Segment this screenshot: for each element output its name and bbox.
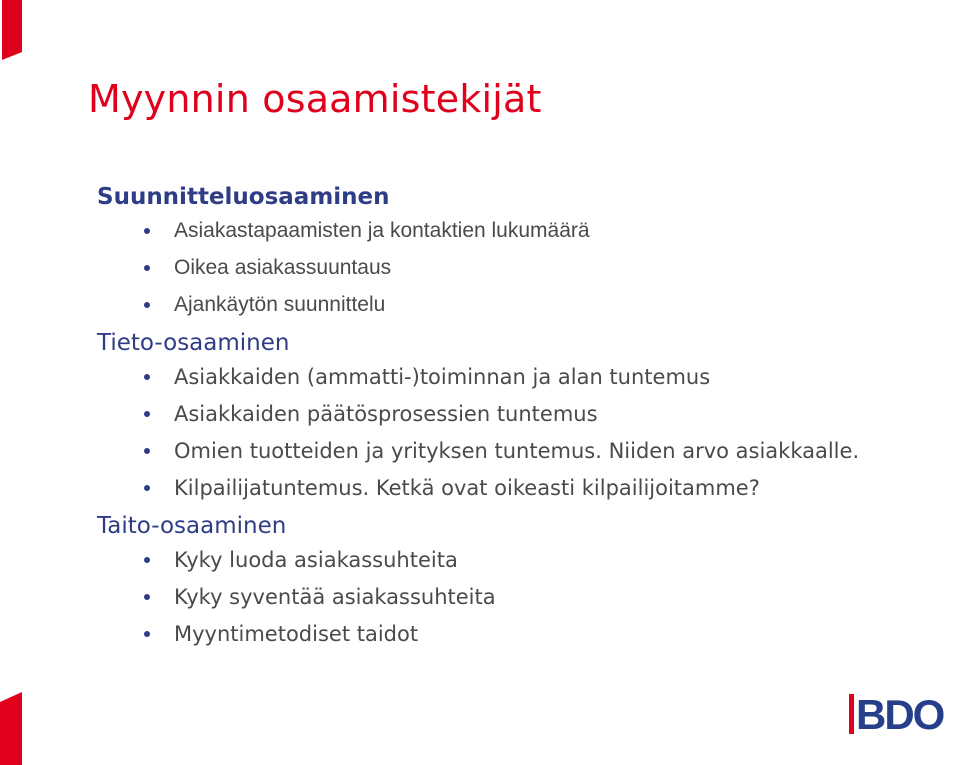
list-item (97, 364, 937, 390)
section-heading: Tieto-osaaminen (97, 330, 290, 356)
bullet-icon (144, 265, 150, 271)
list-item-text: Asiakkaiden (ammatti-)toiminnan ja alan tuntemus (174, 365, 711, 389)
list-item (97, 584, 937, 610)
list-item-text: Oikea asiakassuuntaus (174, 256, 392, 279)
bullet-icon (144, 228, 150, 234)
list-item-text: Kilpailijatuntemus. Ketkä ovat oikeasti kilpailijoitamme? (174, 476, 760, 500)
bullet-icon (144, 448, 150, 454)
list-item (97, 547, 937, 573)
corner-accent-bottom (0, 692, 22, 765)
list-item (97, 475, 937, 501)
list-item (97, 401, 937, 427)
list-item-text: Ajankäytön suunnittelu (174, 293, 386, 316)
logo-text: BDO (856, 691, 944, 738)
bullet-list (97, 547, 937, 647)
bullet-list (97, 364, 937, 501)
list-item-text: Asiakastapaamisten ja kontaktien lukumäärä (174, 219, 590, 242)
bullet-icon (144, 594, 150, 600)
section-planning (97, 183, 937, 318)
bullet-icon (144, 557, 150, 563)
section-heading: Taito-osaaminen (97, 513, 287, 539)
bullet-icon (144, 485, 150, 491)
bullet-icon (144, 411, 150, 417)
section-heading: Suunnitteluosaaminen (97, 184, 390, 210)
list-item-text: Myyntimetodiset taidot (174, 622, 419, 646)
list-item (97, 218, 937, 244)
list-item (97, 292, 937, 318)
list-item-text: Kyky syventää asiakassuhteita (174, 585, 496, 609)
bullet-icon (144, 631, 150, 637)
list-item (97, 621, 937, 647)
bullet-icon (144, 374, 150, 380)
section-knowledge (97, 329, 937, 501)
bullet-icon (144, 302, 150, 308)
list-item-text: Omien tuotteiden ja yrityksen tuntemus. Niiden arvo asiakkaalle. (174, 439, 860, 463)
content-area (97, 183, 937, 658)
section-skills (97, 512, 937, 647)
bdo-logo-icon (848, 690, 956, 738)
list-item-text: Kyky luoda asiakassuhteita (174, 548, 458, 572)
list-item (97, 255, 937, 281)
corner-accent-top (2, 0, 22, 60)
page-title: Myynnin osaamistekijät (88, 77, 542, 121)
list-item-text: Asiakkaiden päätösprosessien tuntemus (174, 402, 598, 426)
list-item (97, 438, 937, 464)
bullet-list (97, 218, 937, 318)
